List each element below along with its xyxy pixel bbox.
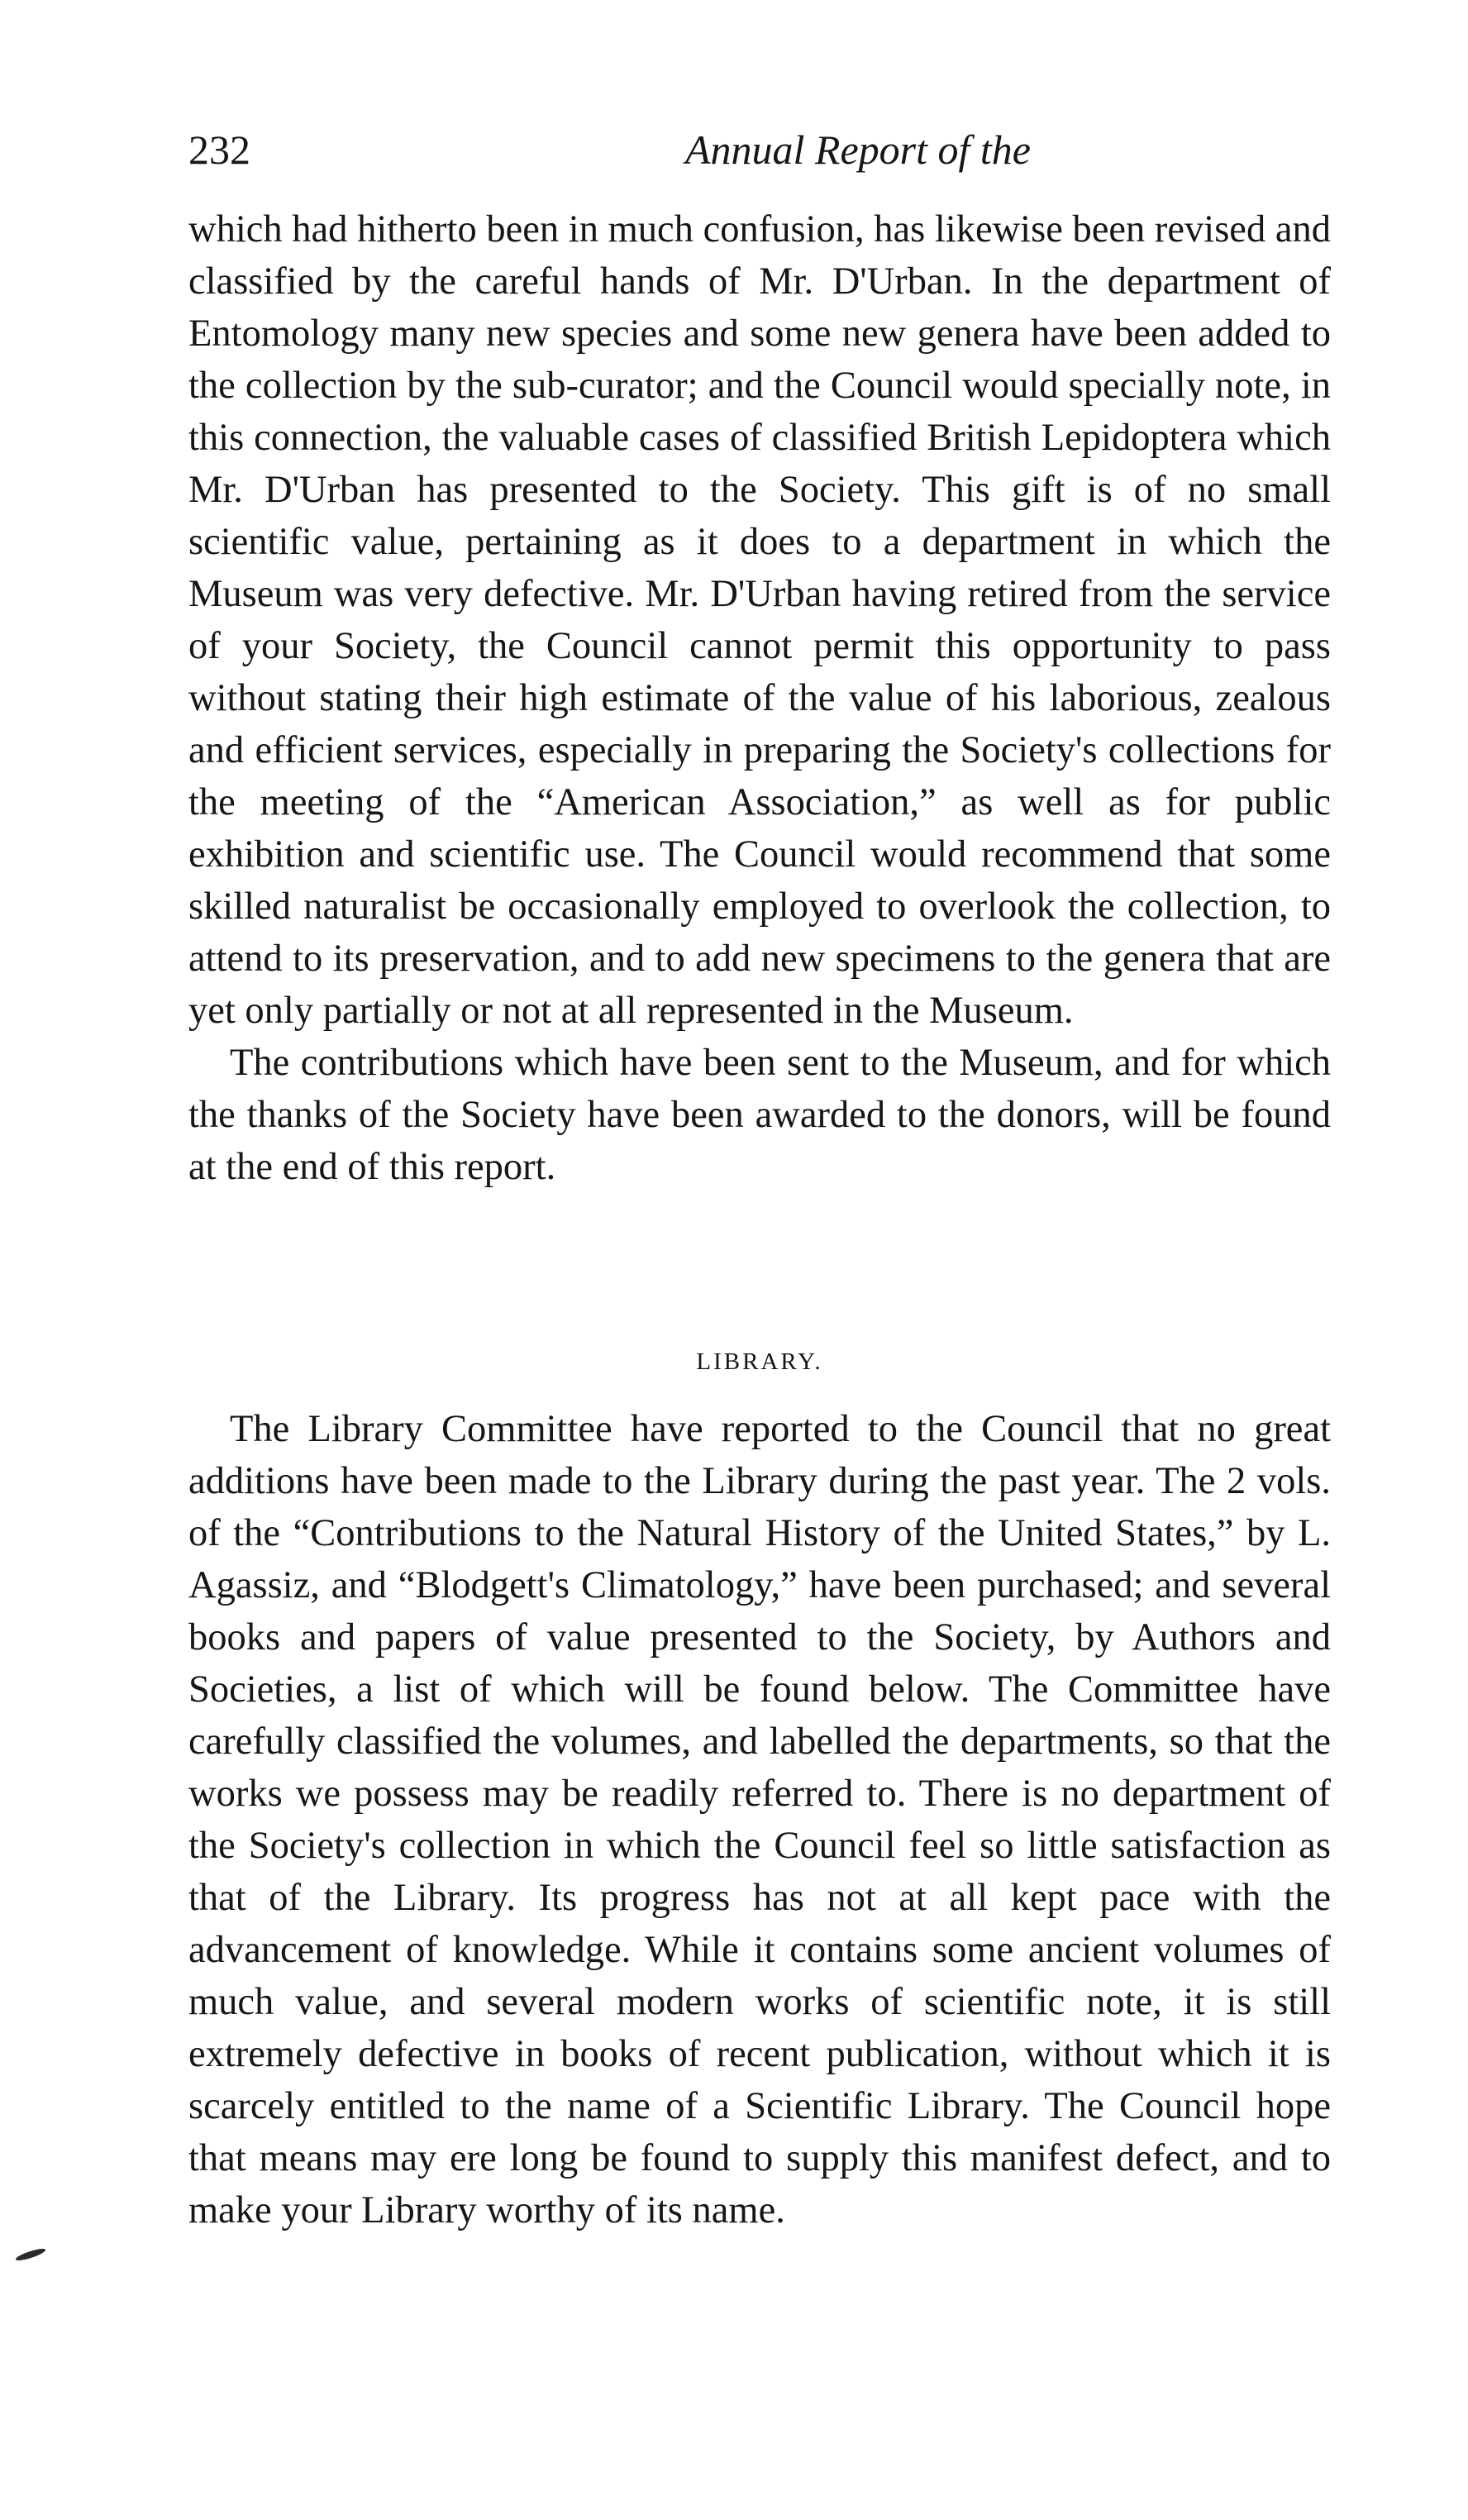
- margin-ink-mark: [15, 2246, 47, 2262]
- section-heading-library: LIBRARY.: [696, 1348, 823, 1375]
- running-title: Annual Report of the: [685, 126, 1031, 173]
- page-number: 232: [188, 126, 250, 173]
- body-text-library: [188, 1403, 1331, 2236]
- paragraph-library: The Library Committee have reported to the Council that no great additions have been made to the Library during the past year. The 2 vols. of the “Contributions to the Natural History of the United States,” by L. Agassiz, and “Blodgett's Climatology,” have been purchased; and several books and papers of value presented to the Society, by Authors and Societies, a list of which will be found below. The Committee have carefully classified the volumes, and labelled the departments, so that the works we possess may be readily referred to. There is no department of the Society's collection in which the Council feel so little satisfaction as that of the Library. Its progress has not at all kept pace with the advancement of knowledge. While it contains some ancient volumes of much value, and several modern works of scientific note, it is still extremely defective in books of recent publication, without which it is scarcely entitled to the name of a Scientific Library. The Council hope that means may ere long be found to supply this manifest defect, and to make your Library worthy of its name.: [188, 1408, 1331, 2231]
- running-head: [188, 121, 1329, 179]
- paragraph-museum-contributions: The contributions which have been sent to the Museum, and for which the thanks of the Society have been awarded to the donors, will be found at the end of this report.: [188, 1042, 1331, 1188]
- paragraph-museum-continuation: which had hitherto been in much confusion, has likewise been revised and classified by the careful hands of Mr. D'Urban. In the department of Entomology many new species and some new genera have been added to the collection by the sub-curator; and the Council would specially note, in this connection, the valuable cases of classified British Lepidoptera which Mr. D'Urban has presented to the Society. This gift is of no small scientific value, pertaining as it does to a department in which the Museum was very defective. Mr. D'Urban having retired from the service of your Society, the Council cannot permit this opportunity to pass without stating their high estimate of the value of his laborious, zealous and efficient services, especially in preparing the Society's collections for the meeting of the “American Association,” as well as for public exhibition and scientific use. The Council would recommend that some skilled naturalist be occasionally employed to overlook the collection, to attend to its preservation, and to add new specimens to the genera that are yet only partially or not at all represented in the Museum.: [188, 208, 1331, 1032]
- body-text-museum: [188, 203, 1331, 1193]
